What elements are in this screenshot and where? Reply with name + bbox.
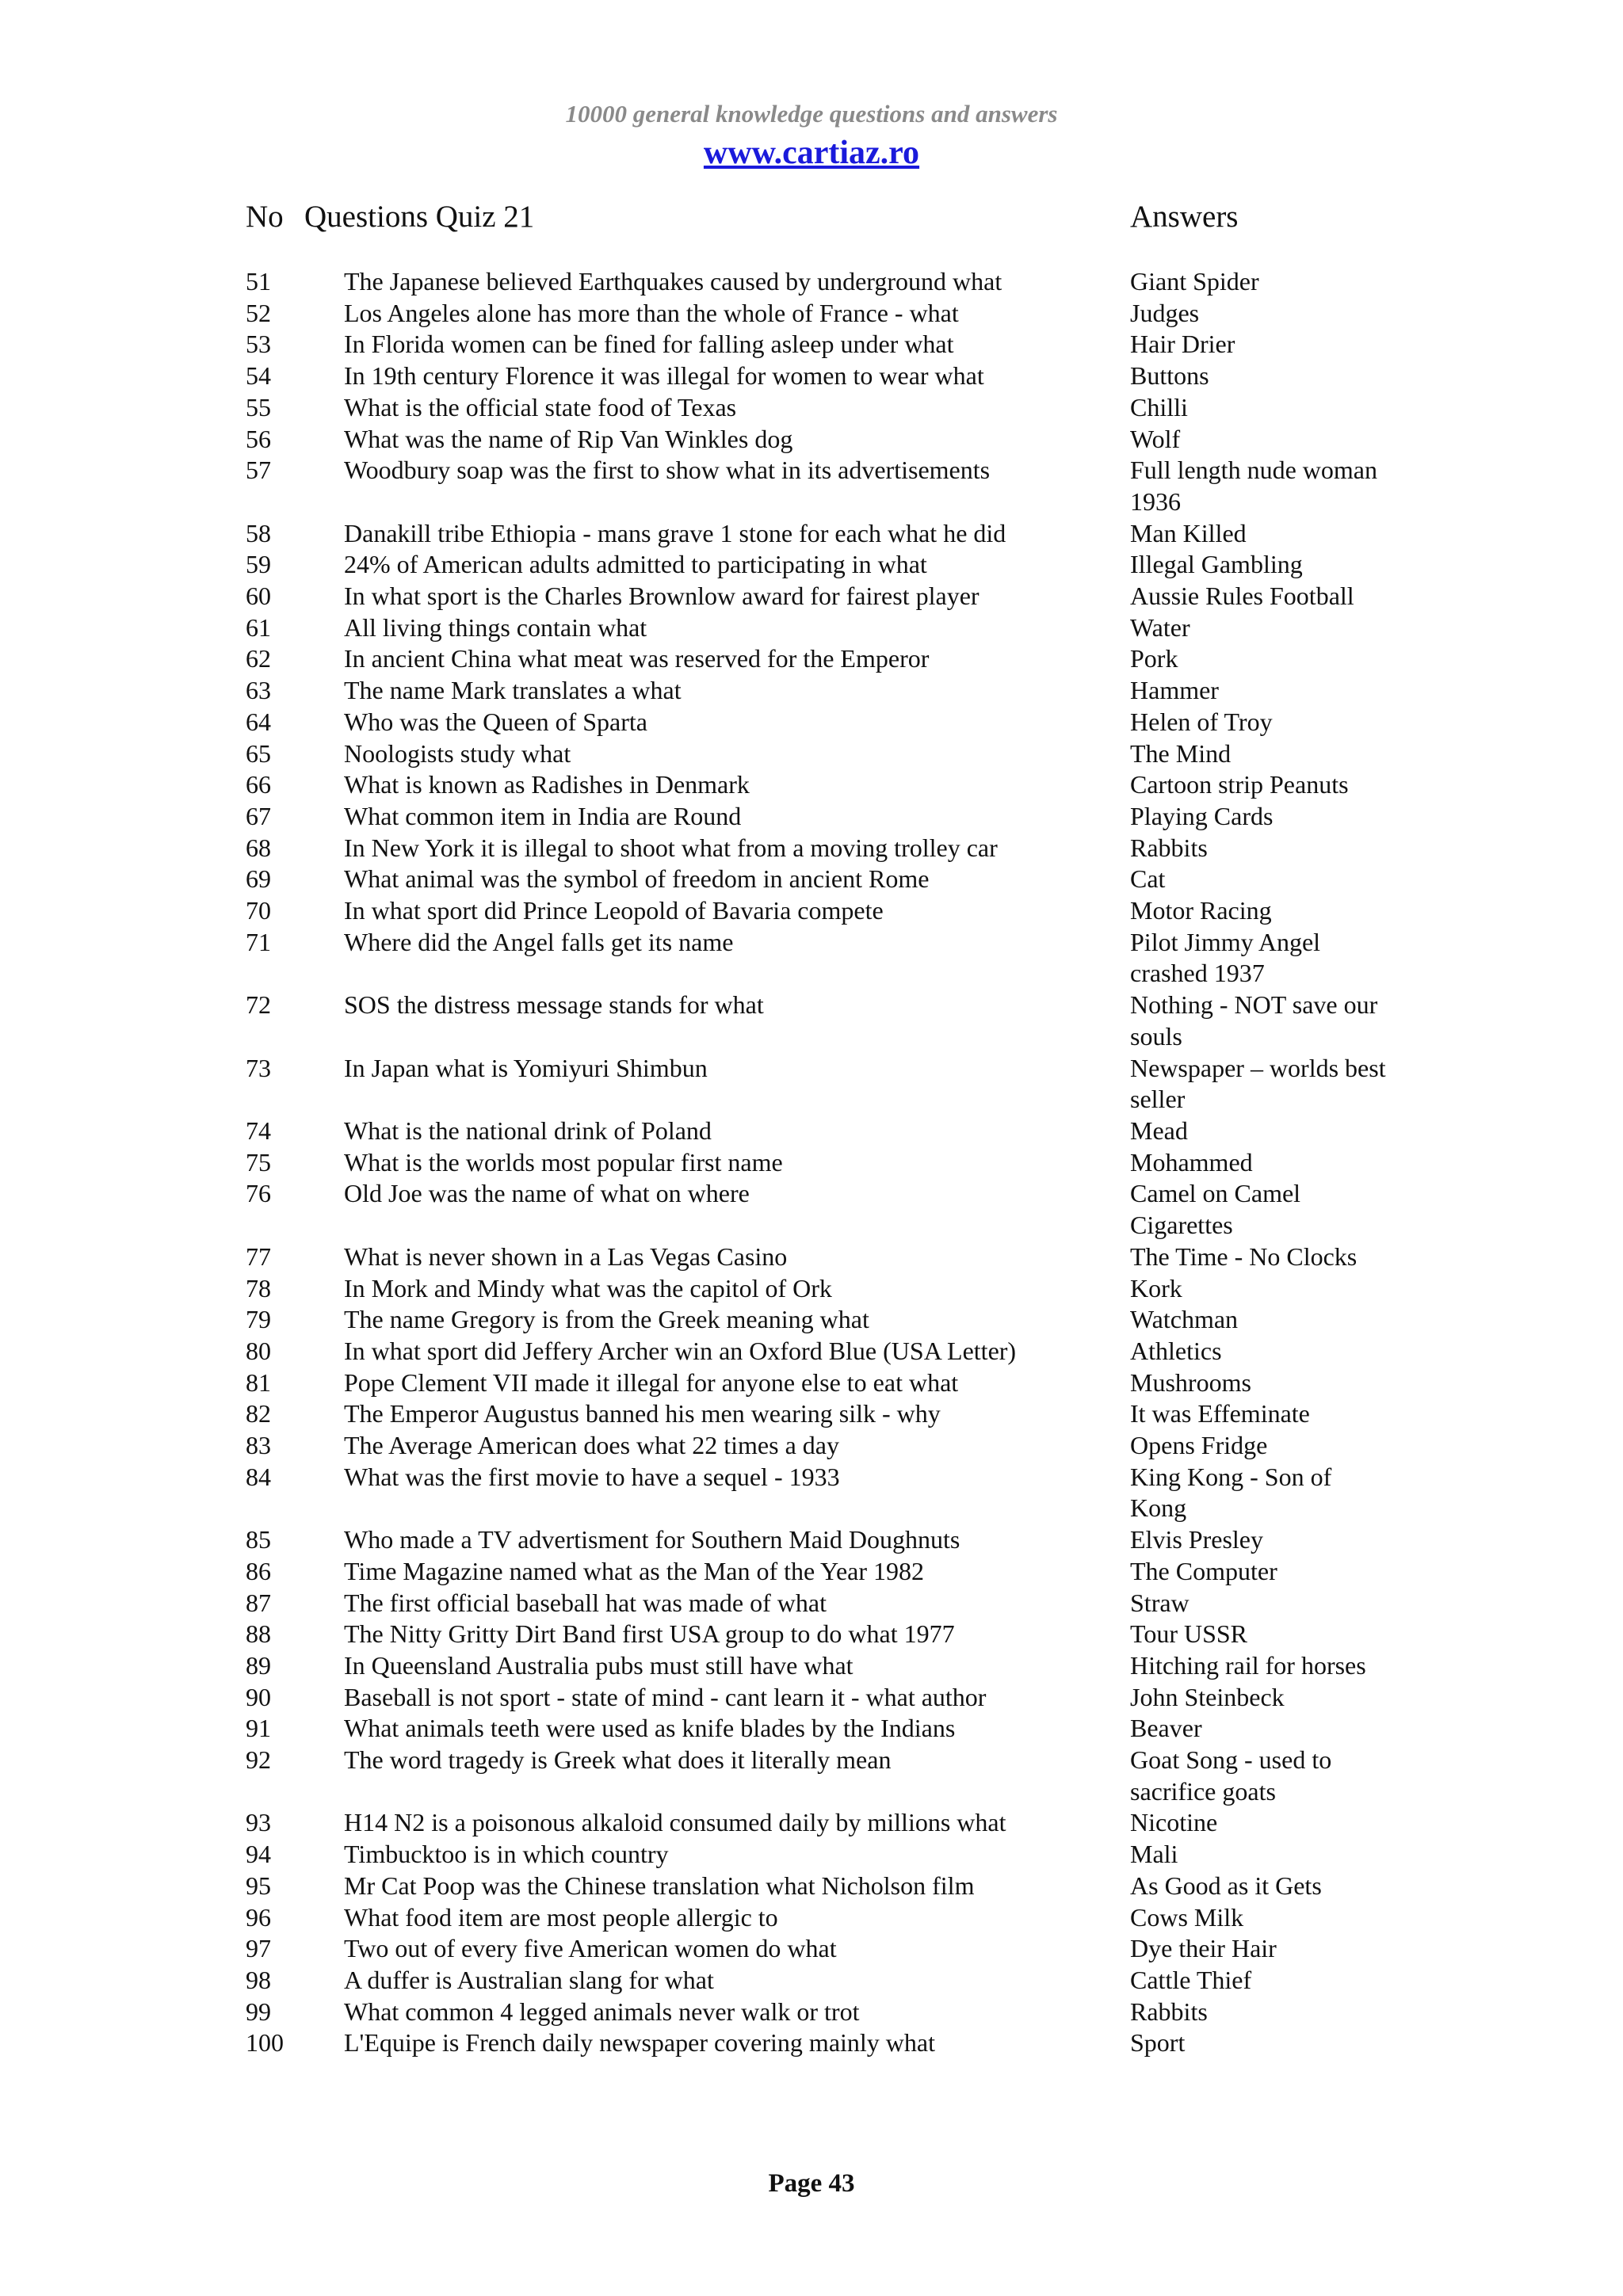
answer-text: Straw	[1130, 1588, 1190, 1617]
question-text: What was the name of Rip Van Winkles dog	[344, 424, 793, 453]
question-number: 76	[246, 1179, 271, 1208]
question-number: 67	[246, 801, 271, 830]
question-number: 95	[246, 1871, 271, 1900]
question-number: 89	[246, 1650, 271, 1680]
quiz-row	[0, 1682, 1623, 1714]
quiz-row	[0, 1902, 1623, 1934]
question-number: 52	[246, 298, 271, 327]
answer-text: Camel on Camel Cigarettes	[1130, 1179, 1301, 1240]
question-number: 80	[246, 1336, 271, 1365]
question-text: What animal was the symbol of freedom in ancient Rome	[344, 864, 930, 894]
question-number: 87	[246, 1588, 271, 1617]
page-number: Page 43	[768, 2169, 855, 2198]
quiz-row	[0, 1273, 1623, 1305]
quiz-row	[0, 1807, 1623, 1839]
question-number: 79	[246, 1305, 271, 1334]
question-text: A duffer is Australian slang for what	[344, 1965, 714, 1994]
question-text: In what sport is the Charles Brownlow award for fairest player	[344, 582, 980, 611]
question-number: 84	[246, 1462, 271, 1491]
question-text: What is the national drink of Poland	[344, 1116, 712, 1145]
quiz-row	[0, 455, 1623, 517]
answer-text: John Steinbeck	[1130, 1682, 1285, 1711]
question-number: 77	[246, 1241, 271, 1271]
column-header-no: No	[246, 200, 284, 234]
answer-text: The Computer	[1130, 1556, 1277, 1585]
question-number: 58	[246, 518, 271, 547]
website-link[interactable]: www.cartiaz.ro	[703, 135, 920, 171]
question-text: In what sport did Prince Leopold of Bavaria compete	[344, 896, 884, 925]
answer-text: Dye their Hair	[1130, 1934, 1277, 1963]
quiz-row	[0, 1116, 1623, 1147]
question-text: The word tragedy is Greek what does it literally mean	[344, 1745, 892, 1775]
answer-text: Buttons	[1130, 361, 1209, 391]
question-text: What was the first movie to have a sequel - 1933	[344, 1462, 840, 1491]
question-number: 66	[246, 770, 271, 799]
answer-text: Judges	[1130, 298, 1200, 327]
question-text: Mr Cat Poop was the Chinese translation what Nicholson film	[344, 1871, 975, 1900]
quiz-row	[0, 1556, 1623, 1588]
answer-text: The Mind	[1130, 738, 1232, 768]
question-number: 85	[246, 1525, 271, 1554]
answer-text: Rabbits	[1130, 833, 1208, 862]
answer-text: Athletics	[1130, 1336, 1222, 1365]
answer-text: Full length nude woman 1936	[1130, 456, 1377, 516]
quiz-row	[0, 266, 1623, 298]
answer-text: Rabbits	[1130, 1997, 1208, 2026]
quiz-row	[0, 675, 1623, 707]
answer-text: Nicotine	[1130, 1808, 1218, 1837]
quiz-row	[0, 1053, 1623, 1116]
question-text: In Florida women can be fined for falling asleep under what	[344, 330, 954, 359]
question-number: 53	[246, 330, 271, 359]
quiz-row	[0, 549, 1623, 581]
quiz-row	[0, 1997, 1623, 2028]
question-text: What is the official state food of Texas	[344, 392, 737, 421]
quiz-row	[0, 612, 1623, 644]
question-number: 61	[246, 612, 271, 642]
answer-text: Goat Song - used to sacrifice goats	[1130, 1745, 1332, 1806]
question-text: The Average American does what 22 times a day	[344, 1431, 839, 1460]
quiz-row	[0, 329, 1623, 360]
quiz-row	[0, 1367, 1623, 1399]
question-text: In ancient China what meat was reserved for the Emperor	[344, 644, 930, 673]
question-number: 73	[246, 1053, 271, 1082]
question-text: Two out of every five American women do what	[344, 1934, 837, 1963]
answer-text: Watchman	[1130, 1305, 1239, 1334]
quiz-row	[0, 392, 1623, 424]
quiz-row	[0, 581, 1623, 612]
answer-text: Playing Cards	[1130, 801, 1274, 830]
quiz-row	[0, 1430, 1623, 1462]
answer-text: Motor Racing	[1130, 896, 1272, 925]
answer-text: Kork	[1130, 1273, 1182, 1302]
question-text: In 19th century Florence it was illegal for women to wear what	[344, 361, 984, 391]
quiz-row	[0, 518, 1623, 550]
question-number: 100	[246, 2028, 284, 2058]
question-text: Noologists study what	[344, 738, 571, 768]
question-text: Who was the Queen of Sparta	[344, 707, 647, 736]
quiz-row	[0, 738, 1623, 770]
quiz-row	[0, 864, 1623, 895]
answer-text: Newspaper – worlds best seller	[1130, 1053, 1386, 1114]
answer-text: Pork	[1130, 644, 1178, 673]
question-number: 82	[246, 1399, 271, 1428]
quiz-row	[0, 1650, 1623, 1682]
question-number: 71	[246, 927, 271, 956]
answer-text: King Kong - Son of Kong	[1130, 1462, 1332, 1523]
question-number: 59	[246, 550, 271, 579]
question-text: In New York it is illegal to shoot what from a moving trolley car	[344, 833, 998, 862]
question-number: 63	[246, 676, 271, 705]
question-number: 57	[246, 456, 271, 485]
answer-text: Opens Fridge	[1130, 1431, 1268, 1460]
quiz-row	[0, 298, 1623, 330]
quiz-row	[0, 2027, 1623, 2059]
quiz-row	[0, 1398, 1623, 1430]
quiz-row	[0, 1619, 1623, 1650]
answer-text: Beaver	[1130, 1714, 1202, 1743]
quiz-row	[0, 424, 1623, 456]
question-number: 56	[246, 424, 271, 453]
quiz-row	[0, 1336, 1623, 1367]
answer-text: Pilot Jimmy Angel crashed 1937	[1130, 927, 1321, 988]
answer-text: Aussie Rules Football	[1130, 582, 1354, 611]
question-text: Woodbury soap was the first to show what in its advertisements	[344, 456, 991, 485]
question-text: In Queensland Australia pubs must still have what	[344, 1650, 854, 1680]
question-number: 51	[246, 267, 271, 296]
question-text: The Emperor Augustus banned his men wearing silk - why	[344, 1399, 941, 1428]
quiz-row	[0, 1933, 1623, 1965]
answer-text: Man Killed	[1130, 518, 1247, 547]
question-text: What animals teeth were used as knife blades by the Indians	[344, 1714, 956, 1743]
question-number: 70	[246, 896, 271, 925]
question-text: The first official baseball hat was made of what	[344, 1588, 827, 1617]
question-text: What food item are most people allergic to	[344, 1902, 778, 1932]
question-number: 81	[246, 1367, 271, 1397]
question-number: 98	[246, 1965, 271, 1994]
question-text: Timbucktoo is in which country	[344, 1840, 669, 1869]
answer-text: Water	[1130, 612, 1190, 642]
answer-text: Elvis Presley	[1130, 1525, 1263, 1554]
question-number: 99	[246, 1997, 271, 2026]
answer-text: Hitching rail for horses	[1130, 1650, 1366, 1680]
question-text: What common 4 legged animals never walk or trot	[344, 1997, 860, 2026]
answer-text: It was Effeminate	[1130, 1399, 1310, 1428]
question-number: 90	[246, 1682, 271, 1711]
question-text: Los Angeles alone has more than the whole of France - what	[344, 298, 959, 327]
document-subtitle: 10000 general knowledge questions and answers	[565, 100, 1058, 128]
quiz-row	[0, 1839, 1623, 1871]
question-number: 55	[246, 392, 271, 421]
quiz-row	[0, 927, 1623, 990]
question-text: All living things contain what	[344, 612, 647, 642]
answer-text: The Time - No Clocks	[1130, 1241, 1358, 1271]
answer-text: Cartoon strip Peanuts	[1130, 770, 1349, 799]
answer-text: Wolf	[1130, 424, 1181, 453]
answer-text: Illegal Gambling	[1130, 550, 1303, 579]
question-text: What is the worlds most popular first name	[344, 1147, 783, 1177]
question-number: 60	[246, 582, 271, 611]
question-text: The name Gregory is from the Greek meaning what	[344, 1305, 869, 1334]
quiz-row	[0, 1524, 1623, 1556]
quiz-row	[0, 1713, 1623, 1745]
answer-text: Cat	[1130, 864, 1166, 894]
column-header-questions: Questions Quiz 21	[304, 200, 535, 234]
quiz-row	[0, 1147, 1623, 1179]
answer-text: Nothing - NOT save our souls	[1130, 990, 1378, 1051]
quiz-row	[0, 707, 1623, 738]
quiz-row	[0, 1304, 1623, 1336]
question-number: 62	[246, 644, 271, 673]
question-text: Time Magazine named what as the Man of the Year 1982	[344, 1556, 924, 1585]
answer-text: Cows Milk	[1130, 1902, 1244, 1932]
question-number: 72	[246, 990, 271, 1020]
question-number: 64	[246, 707, 271, 736]
answer-text: Mead	[1130, 1116, 1188, 1145]
quiz-row	[0, 1965, 1623, 1997]
quiz-row	[0, 1871, 1623, 1902]
question-number: 94	[246, 1840, 271, 1869]
question-text: H14 N2 is a poisonous alkaloid consumed daily by millions what	[344, 1808, 1006, 1837]
question-number: 69	[246, 864, 271, 894]
question-text: Baseball is not sport - state of mind - cant learn it - what author	[344, 1682, 987, 1711]
question-text: What is never shown in a Las Vegas Casino	[344, 1241, 788, 1271]
quiz-row	[0, 1745, 1623, 1807]
quiz-table	[0, 266, 1623, 2059]
question-text: What is known as Radishes in Denmark	[344, 770, 750, 799]
answer-text: Hair Drier	[1130, 330, 1235, 359]
question-number: 96	[246, 1902, 271, 1932]
quiz-row	[0, 769, 1623, 801]
question-number: 97	[246, 1934, 271, 1963]
question-text: The Nitty Gritty Dirt Band first USA group to do what 1977	[344, 1619, 955, 1649]
answer-text: As Good as it Gets	[1130, 1871, 1322, 1900]
question-text: Old Joe was the name of what on where	[344, 1179, 750, 1208]
question-number: 88	[246, 1619, 271, 1649]
question-text: In Japan what is Yomiyuri Shimbun	[344, 1053, 708, 1082]
question-number: 74	[246, 1116, 271, 1145]
question-text: What common item in India are Round	[344, 801, 742, 830]
answer-text: Mali	[1130, 1840, 1178, 1869]
question-text: Who made a TV advertisment for Southern Maid Doughnuts	[344, 1525, 960, 1554]
quiz-row	[0, 990, 1623, 1052]
question-number: 92	[246, 1745, 271, 1775]
quiz-row	[0, 643, 1623, 675]
quiz-row	[0, 1241, 1623, 1273]
page-header	[0, 98, 1623, 174]
question-text: Danakill tribe Ethiopia - mans grave 1 stone for each what he did	[344, 518, 1006, 547]
question-number: 54	[246, 361, 271, 391]
answer-text: Helen of Troy	[1130, 707, 1273, 736]
answer-text: Tour USSR	[1130, 1619, 1248, 1649]
answer-text: Sport	[1130, 2028, 1186, 2058]
question-text: SOS the distress message stands for what	[344, 990, 764, 1020]
quiz-row	[0, 1588, 1623, 1619]
answer-text: Chilli	[1130, 392, 1188, 421]
question-text: In what sport did Jeffery Archer win an Oxford Blue (USA Letter)	[344, 1336, 1017, 1365]
question-number: 68	[246, 833, 271, 862]
column-header-answers: Answers	[1130, 200, 1239, 234]
question-text: The Japanese believed Earthquakes caused by underground what	[344, 267, 1002, 296]
answer-text: Giant Spider	[1130, 267, 1259, 296]
answer-text: Hammer	[1130, 676, 1219, 705]
question-text: L'Equipe is French daily newspaper covering mainly what	[344, 2028, 935, 2058]
quiz-row	[0, 1462, 1623, 1524]
quiz-row	[0, 360, 1623, 392]
quiz-row	[0, 895, 1623, 927]
answer-text: Mohammed	[1130, 1147, 1253, 1177]
question-number: 83	[246, 1431, 271, 1460]
quiz-row	[0, 1178, 1623, 1241]
question-text: The name Mark translates a what	[344, 676, 682, 705]
question-text: Pope Clement VII made it illegal for anyone else to eat what	[344, 1367, 959, 1397]
question-number: 93	[246, 1808, 271, 1837]
answer-text: Mushrooms	[1130, 1367, 1251, 1397]
question-text: Where did the Angel falls get its name	[344, 927, 734, 956]
quiz-row	[0, 833, 1623, 864]
question-text: In Mork and Mindy what was the capitol of Ork	[344, 1273, 832, 1302]
question-number: 86	[246, 1556, 271, 1585]
question-number: 91	[246, 1714, 271, 1743]
question-number: 65	[246, 738, 271, 768]
answer-text: Cattle Thief	[1130, 1965, 1252, 1994]
quiz-row	[0, 801, 1623, 833]
question-number: 75	[246, 1147, 271, 1177]
question-text: 24% of American adults admitted to participating in what	[344, 550, 927, 579]
question-number: 78	[246, 1273, 271, 1302]
